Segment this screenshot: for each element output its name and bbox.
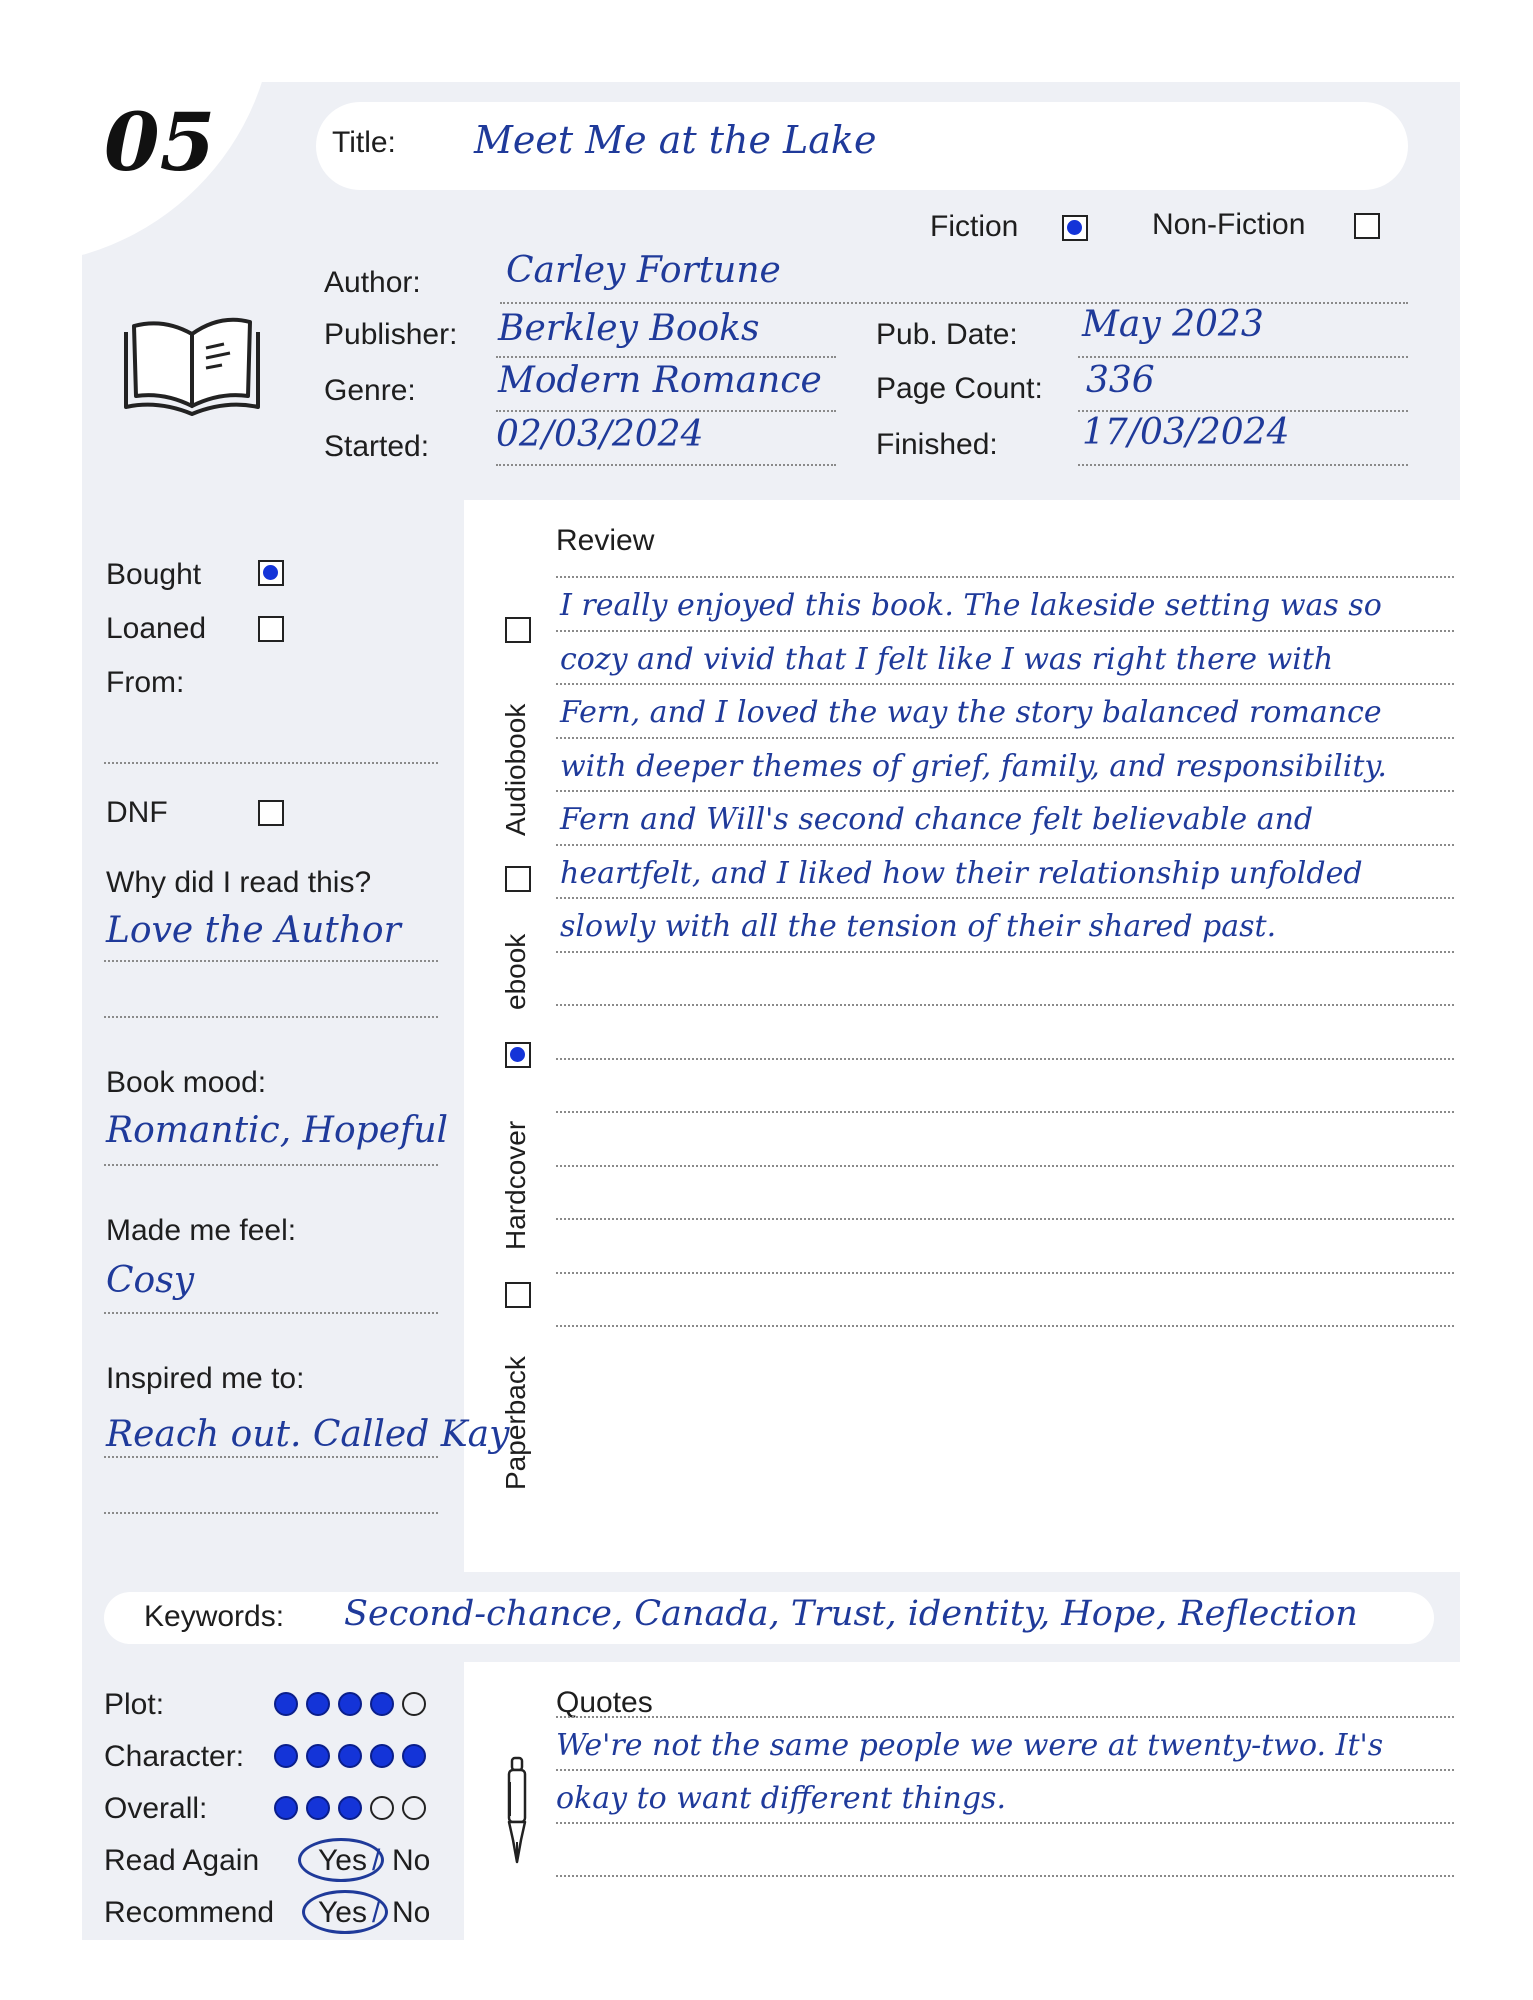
why-label: Why did I read this?	[106, 866, 372, 899]
overall-label: Overall:	[104, 1792, 208, 1825]
review-line	[556, 844, 1454, 846]
ebook-checkbox[interactable]	[505, 866, 531, 892]
review-text-line: cozy and vivid that I felt like I was right there with	[560, 642, 1334, 677]
character-rating-dot[interactable]	[338, 1744, 362, 1768]
review-line	[556, 897, 1454, 899]
recommend-label: Recommend	[104, 1896, 275, 1929]
read-again-no[interactable]: No	[392, 1844, 431, 1877]
bought-checkbox[interactable]	[258, 560, 284, 586]
review-text-line: Fern and Will's second chance felt believable and	[560, 802, 1314, 837]
quote-line	[556, 1822, 1454, 1824]
character-rating-dot[interactable]	[274, 1744, 298, 1768]
review-line	[556, 737, 1454, 739]
review-line	[556, 1325, 1454, 1327]
review-line	[556, 790, 1454, 792]
publisher-line	[496, 356, 836, 358]
review-text-line: I really enjoyed this book. The lakeside setting was so	[560, 588, 1382, 623]
from-label: From:	[106, 666, 185, 699]
recommend-yes[interactable]: Yes	[318, 1896, 367, 1929]
overall-rating-dot[interactable]	[306, 1796, 330, 1820]
ebook-label: ebook	[500, 933, 531, 1010]
nonfiction-label: Non-Fiction	[1152, 208, 1306, 241]
plot-label: Plot:	[104, 1688, 165, 1721]
author-value: Carley Fortune	[506, 250, 781, 291]
inspired-label: Inspired me to:	[106, 1362, 305, 1395]
review-text-line: with deeper themes of grief, family, and responsibility.	[560, 749, 1387, 784]
fountain-pen-icon	[504, 1756, 530, 1868]
review-text-line: Fern, and I loved the way the story balanced romance	[560, 695, 1382, 730]
nonfiction-checkbox[interactable]	[1354, 213, 1380, 239]
read-again-label: Read Again	[104, 1844, 260, 1877]
inspired-value: Reach out. Called Kay	[106, 1414, 510, 1455]
feel-value: Cosy	[106, 1260, 195, 1301]
read-again-yes[interactable]: Yes	[318, 1844, 367, 1877]
dnf-label: DNF	[106, 796, 168, 829]
pubdate-line	[1078, 356, 1408, 358]
pagecount-label: Page Count:	[876, 372, 1043, 405]
review-line	[556, 1272, 1454, 1274]
quote-text-line: We're not the same people we were at twenty-two. It's	[556, 1728, 1384, 1763]
audiobook-label: Audiobook	[500, 703, 531, 836]
started-label: Started:	[324, 430, 430, 463]
read-again-sep: /	[372, 1844, 381, 1877]
mood-value: Romantic, Hopeful	[106, 1110, 449, 1151]
quote-line	[556, 1716, 1454, 1718]
plot-rating-dot[interactable]	[402, 1692, 426, 1716]
inspired-line-1	[104, 1456, 438, 1458]
review-text-line: slowly with all the tension of their shared past.	[560, 909, 1277, 944]
started-line	[496, 464, 836, 466]
review-line	[556, 576, 1454, 578]
overall-rating-dot[interactable]	[402, 1796, 426, 1820]
dnf-checkbox[interactable]	[258, 800, 284, 826]
finished-line	[1078, 464, 1408, 466]
plot-rating-dot[interactable]	[306, 1692, 330, 1716]
genre-label: Genre:	[324, 374, 416, 407]
feel-line	[104, 1312, 438, 1314]
character-label: Character:	[104, 1740, 245, 1773]
character-rating-dot[interactable]	[402, 1744, 426, 1768]
review-label: Review	[556, 524, 655, 557]
hardcover-checkbox[interactable]	[505, 1042, 531, 1068]
hardcover-label: Hardcover	[500, 1120, 531, 1250]
paperback-checkbox[interactable]	[505, 1282, 531, 1308]
review-line	[556, 1165, 1454, 1167]
character-rating-dot[interactable]	[306, 1744, 330, 1768]
review-line	[556, 1218, 1454, 1220]
review-line	[556, 1058, 1454, 1060]
author-line	[500, 302, 1408, 304]
mood-line	[104, 1164, 438, 1166]
open-book-icon	[118, 312, 266, 422]
feel-label: Made me feel:	[106, 1214, 297, 1247]
genre-line	[496, 410, 836, 412]
review-line	[556, 951, 1454, 953]
bought-label: Bought	[106, 558, 202, 591]
review-line	[556, 1004, 1454, 1006]
finished-value: 17/03/2024	[1082, 412, 1290, 453]
entry-number: 05	[104, 95, 216, 189]
quote-line	[556, 1875, 1454, 1877]
character-rating-dot[interactable]	[370, 1744, 394, 1768]
review-line	[556, 630, 1454, 632]
pubdate-value: May 2023	[1082, 304, 1264, 345]
overall-rating-dot[interactable]	[338, 1796, 362, 1820]
why-line-2	[104, 1016, 438, 1018]
overall-rating-dot[interactable]	[274, 1796, 298, 1820]
audiobook-checkbox[interactable]	[505, 617, 531, 643]
why-value: Love the Author	[106, 910, 401, 951]
recommend-sep: /	[372, 1896, 381, 1929]
plot-rating-dot[interactable]	[274, 1692, 298, 1716]
author-label: Author:	[324, 266, 421, 299]
keywords-value: Second-chance, Canada, Trust, identity, Hope, Reflection	[344, 1594, 1358, 1634]
publisher-label: Publisher:	[324, 318, 458, 351]
from-line	[104, 762, 438, 764]
pagecount-value: 336	[1086, 360, 1155, 401]
title-value: Meet Me at the Lake	[474, 118, 877, 162]
quotes-label: Quotes	[556, 1686, 653, 1719]
pubdate-label: Pub. Date:	[876, 318, 1018, 351]
publisher-value: Berkley Books	[498, 308, 760, 349]
fiction-label: Fiction	[930, 210, 1019, 243]
loaned-checkbox[interactable]	[258, 616, 284, 642]
plot-rating-dot[interactable]	[338, 1692, 362, 1716]
quote-text-line: okay to want different things.	[556, 1781, 1006, 1816]
started-value: 02/03/2024	[496, 414, 704, 455]
paperback-label: Paperback	[500, 1356, 531, 1490]
fiction-checkbox[interactable]	[1062, 215, 1088, 241]
quote-line	[556, 1769, 1454, 1771]
overall-rating-dot[interactable]	[370, 1796, 394, 1820]
title-label: Title:	[332, 126, 396, 159]
inspired-line-2	[104, 1512, 438, 1514]
review-line	[556, 683, 1454, 685]
keywords-label: Keywords:	[144, 1600, 285, 1633]
finished-label: Finished:	[876, 428, 998, 461]
loaned-label: Loaned	[106, 612, 207, 645]
review-text-line: heartfelt, and I liked how their relationship unfolded	[560, 856, 1363, 891]
review-line	[556, 1111, 1454, 1113]
mood-label: Book mood:	[106, 1066, 267, 1099]
why-line-1	[104, 960, 438, 962]
recommend-no[interactable]: No	[392, 1896, 431, 1929]
genre-value: Modern Romance	[498, 360, 822, 401]
plot-rating-dot[interactable]	[370, 1692, 394, 1716]
